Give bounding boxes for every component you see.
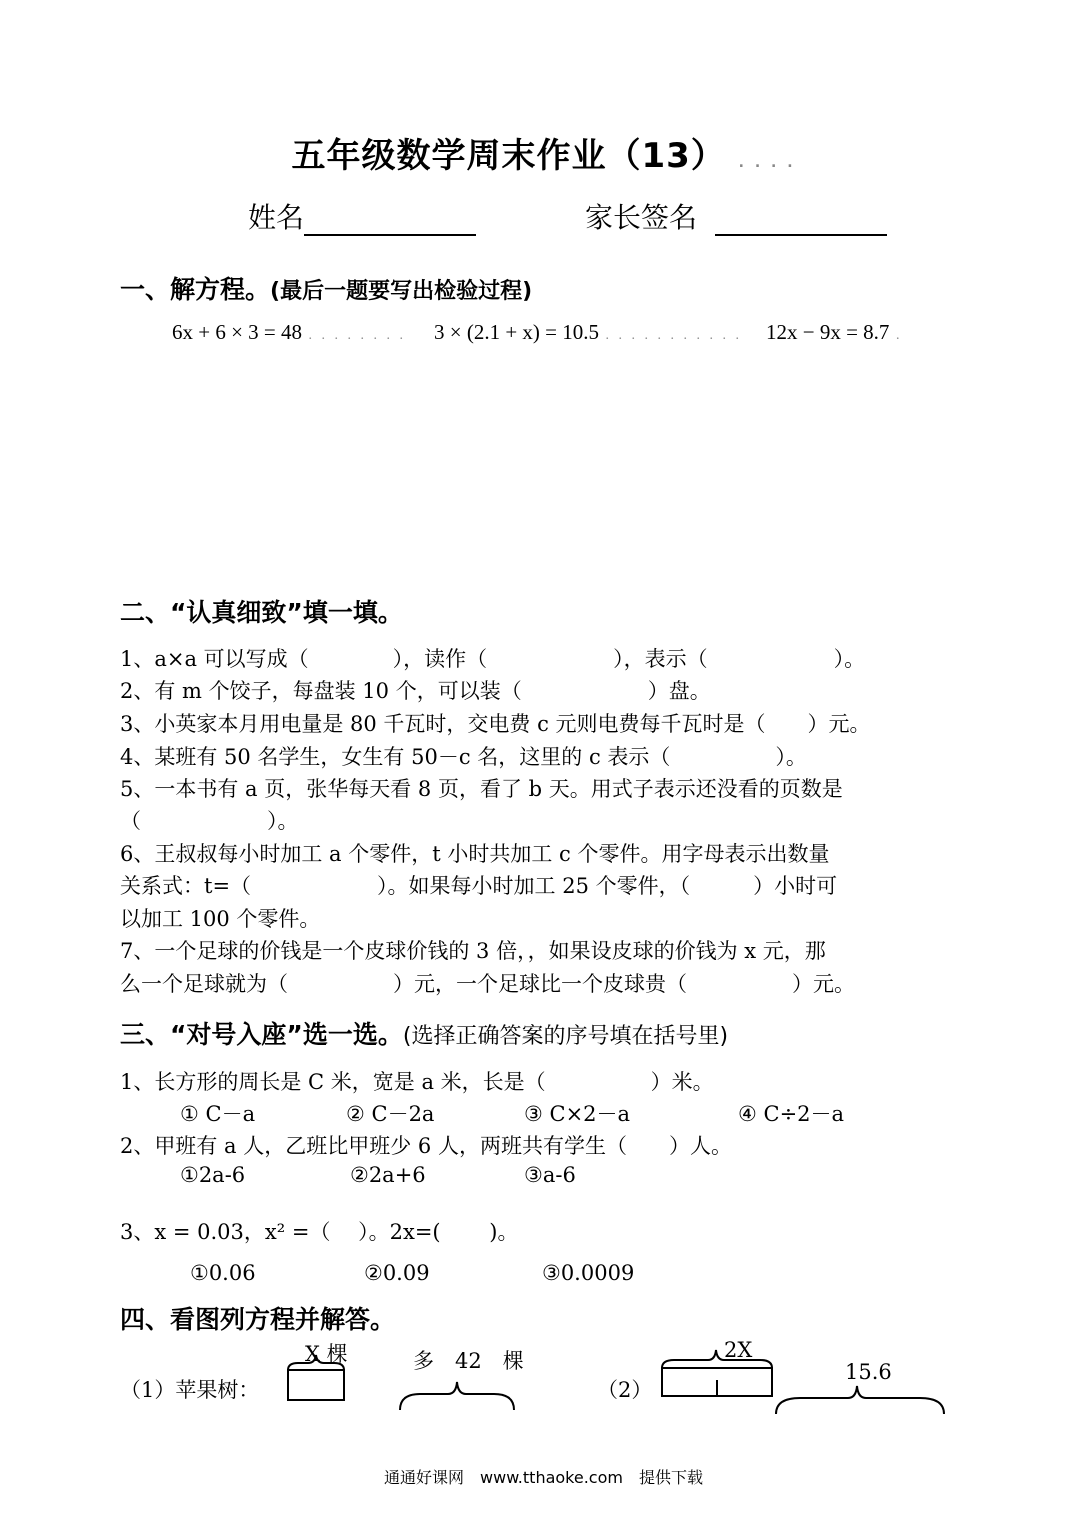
section-3-note: (选择正确答案的序号填在括号里) — [402, 1024, 729, 1049]
q2-option-3[interactable]: ③a-6 — [524, 1163, 576, 1187]
q1-option-4[interactable]: ④ C÷2－a — [738, 1102, 845, 1126]
choice-question-3: 3、x = 0.03，x² =（ ）。2x=( )。 — [120, 1220, 519, 1244]
q1-option-3[interactable]: ③ C×2－a — [524, 1102, 631, 1126]
fill-line-3: 3、小英家本月用电量是 80 千瓦时，交电费 c 元则电费每千瓦时是（ ）元。 — [120, 712, 871, 736]
fill-line-10: 7、一个足球的价钱是一个皮球价钱的 3 倍，，如果设皮球的价钱为 x 元，那 — [120, 939, 826, 963]
q3-option-3[interactable]: ③0.0009 — [542, 1261, 635, 1285]
q2-option-2[interactable]: ②2a+6 — [350, 1163, 426, 1187]
fill-line-11: 么一个足球就为（ ）元，一个足球比一个皮球贵（ ）元。 — [120, 972, 855, 996]
q2-option-1[interactable]: ①2a-6 — [180, 1163, 246, 1187]
parent-signature-blank[interactable] — [715, 208, 887, 236]
problem-2-top-label: 2X — [724, 1338, 753, 1362]
fill-line-4: 4、某班有 50 名学生，女生有 50－c 名，这里的 c 表示（ ）。 — [120, 745, 807, 769]
section-3-heading: 三、“对号入座”选一选。(选择正确答案的序号填在括号里) — [120, 1020, 729, 1049]
section-1-note: (最后一题要写出检验过程) — [270, 279, 533, 304]
page-title — [0, 128, 1087, 177]
problem-1-label: （1）苹果树： — [120, 1378, 260, 1402]
problem-1-difference-brace — [400, 1382, 514, 1410]
name-label: 姓名 — [248, 201, 305, 234]
q3-option-1[interactable]: ①0.06 — [190, 1261, 256, 1285]
problem-1-segment — [288, 1370, 344, 1400]
problem-1-difference-label: 多 42 棵 — [413, 1349, 524, 1373]
section-2-heading: 二、“认真细致”填一填。 — [120, 598, 403, 627]
q1-option-2[interactable]: ② C－2a — [346, 1102, 435, 1126]
fill-line-2: 2、有 m 个饺子，每盘装 10 个，可以装（ ）盘。 — [120, 679, 711, 703]
parent-signature-field — [585, 196, 887, 236]
section-1-heading: 一、解方程。(最后一题要写出检验过程) — [120, 275, 533, 304]
q1-option-1[interactable]: ① C－a — [180, 1102, 256, 1126]
fill-line-7: 6、王叔叔每小时加工 a 个零件，t 小时共加工 c 个零件。用字母表示出数量 — [120, 842, 830, 866]
fill-line-9: 以加工 100 个零件。 — [120, 907, 321, 931]
problem-1-brace — [288, 1355, 344, 1370]
fill-line-5: 5、一本书有 a 页，张华每天看 8 页，看了 b 天。用式子表示还没看的页数是 — [120, 777, 843, 801]
choice-question-1: 1、长方形的周长是 C 米，宽是 a 米，长是（ ）米。 — [120, 1070, 714, 1094]
footer: 通通好课网 www.tthaoke.com 提供下载 — [384, 1468, 703, 1487]
fill-line-6: （ ）。 — [120, 809, 299, 833]
choice-question-2: 2、甲班有 a 人，乙班比甲班少 6 人，两班共有学生（ ）人。 — [120, 1134, 732, 1158]
fill-line-1: 1、a×a 可以写成（ ），读作（ ），表示（ ）。 — [120, 647, 866, 671]
equation-1: 6x + 6 × 3 = 48 . . . . . . . . — [172, 320, 407, 344]
problem-1-top-label: X 棵 — [305, 1342, 348, 1366]
parent-signature-label: 家长签名 — [585, 201, 698, 234]
problem-2-label: （2） — [597, 1378, 653, 1402]
equation-3: 12x − 9x = 8.7 . — [766, 320, 903, 344]
line-diagrams — [0, 1330, 1087, 1420]
name-field — [248, 196, 476, 236]
problem-2-brace — [662, 1350, 772, 1368]
problem-2-value-label: 15.6 — [845, 1360, 892, 1384]
name-blank[interactable] — [304, 208, 476, 236]
title-text: 五年级数学周末作业（13） — [291, 136, 726, 176]
fill-line-8: 关系式：t=（ ）。如果每小时加工 25 个零件，（ ）小时可 — [120, 874, 838, 898]
title-dots: . . . . — [738, 155, 796, 171]
problem-2-value-brace — [776, 1386, 944, 1414]
section-4-heading: 四、看图列方程并解答。 — [120, 1305, 396, 1334]
q3-option-2[interactable]: ②0.09 — [364, 1261, 430, 1285]
equation-2: 3 × (2.1 + x) = 10.5 . . . . . . . . . . . — [434, 320, 743, 344]
